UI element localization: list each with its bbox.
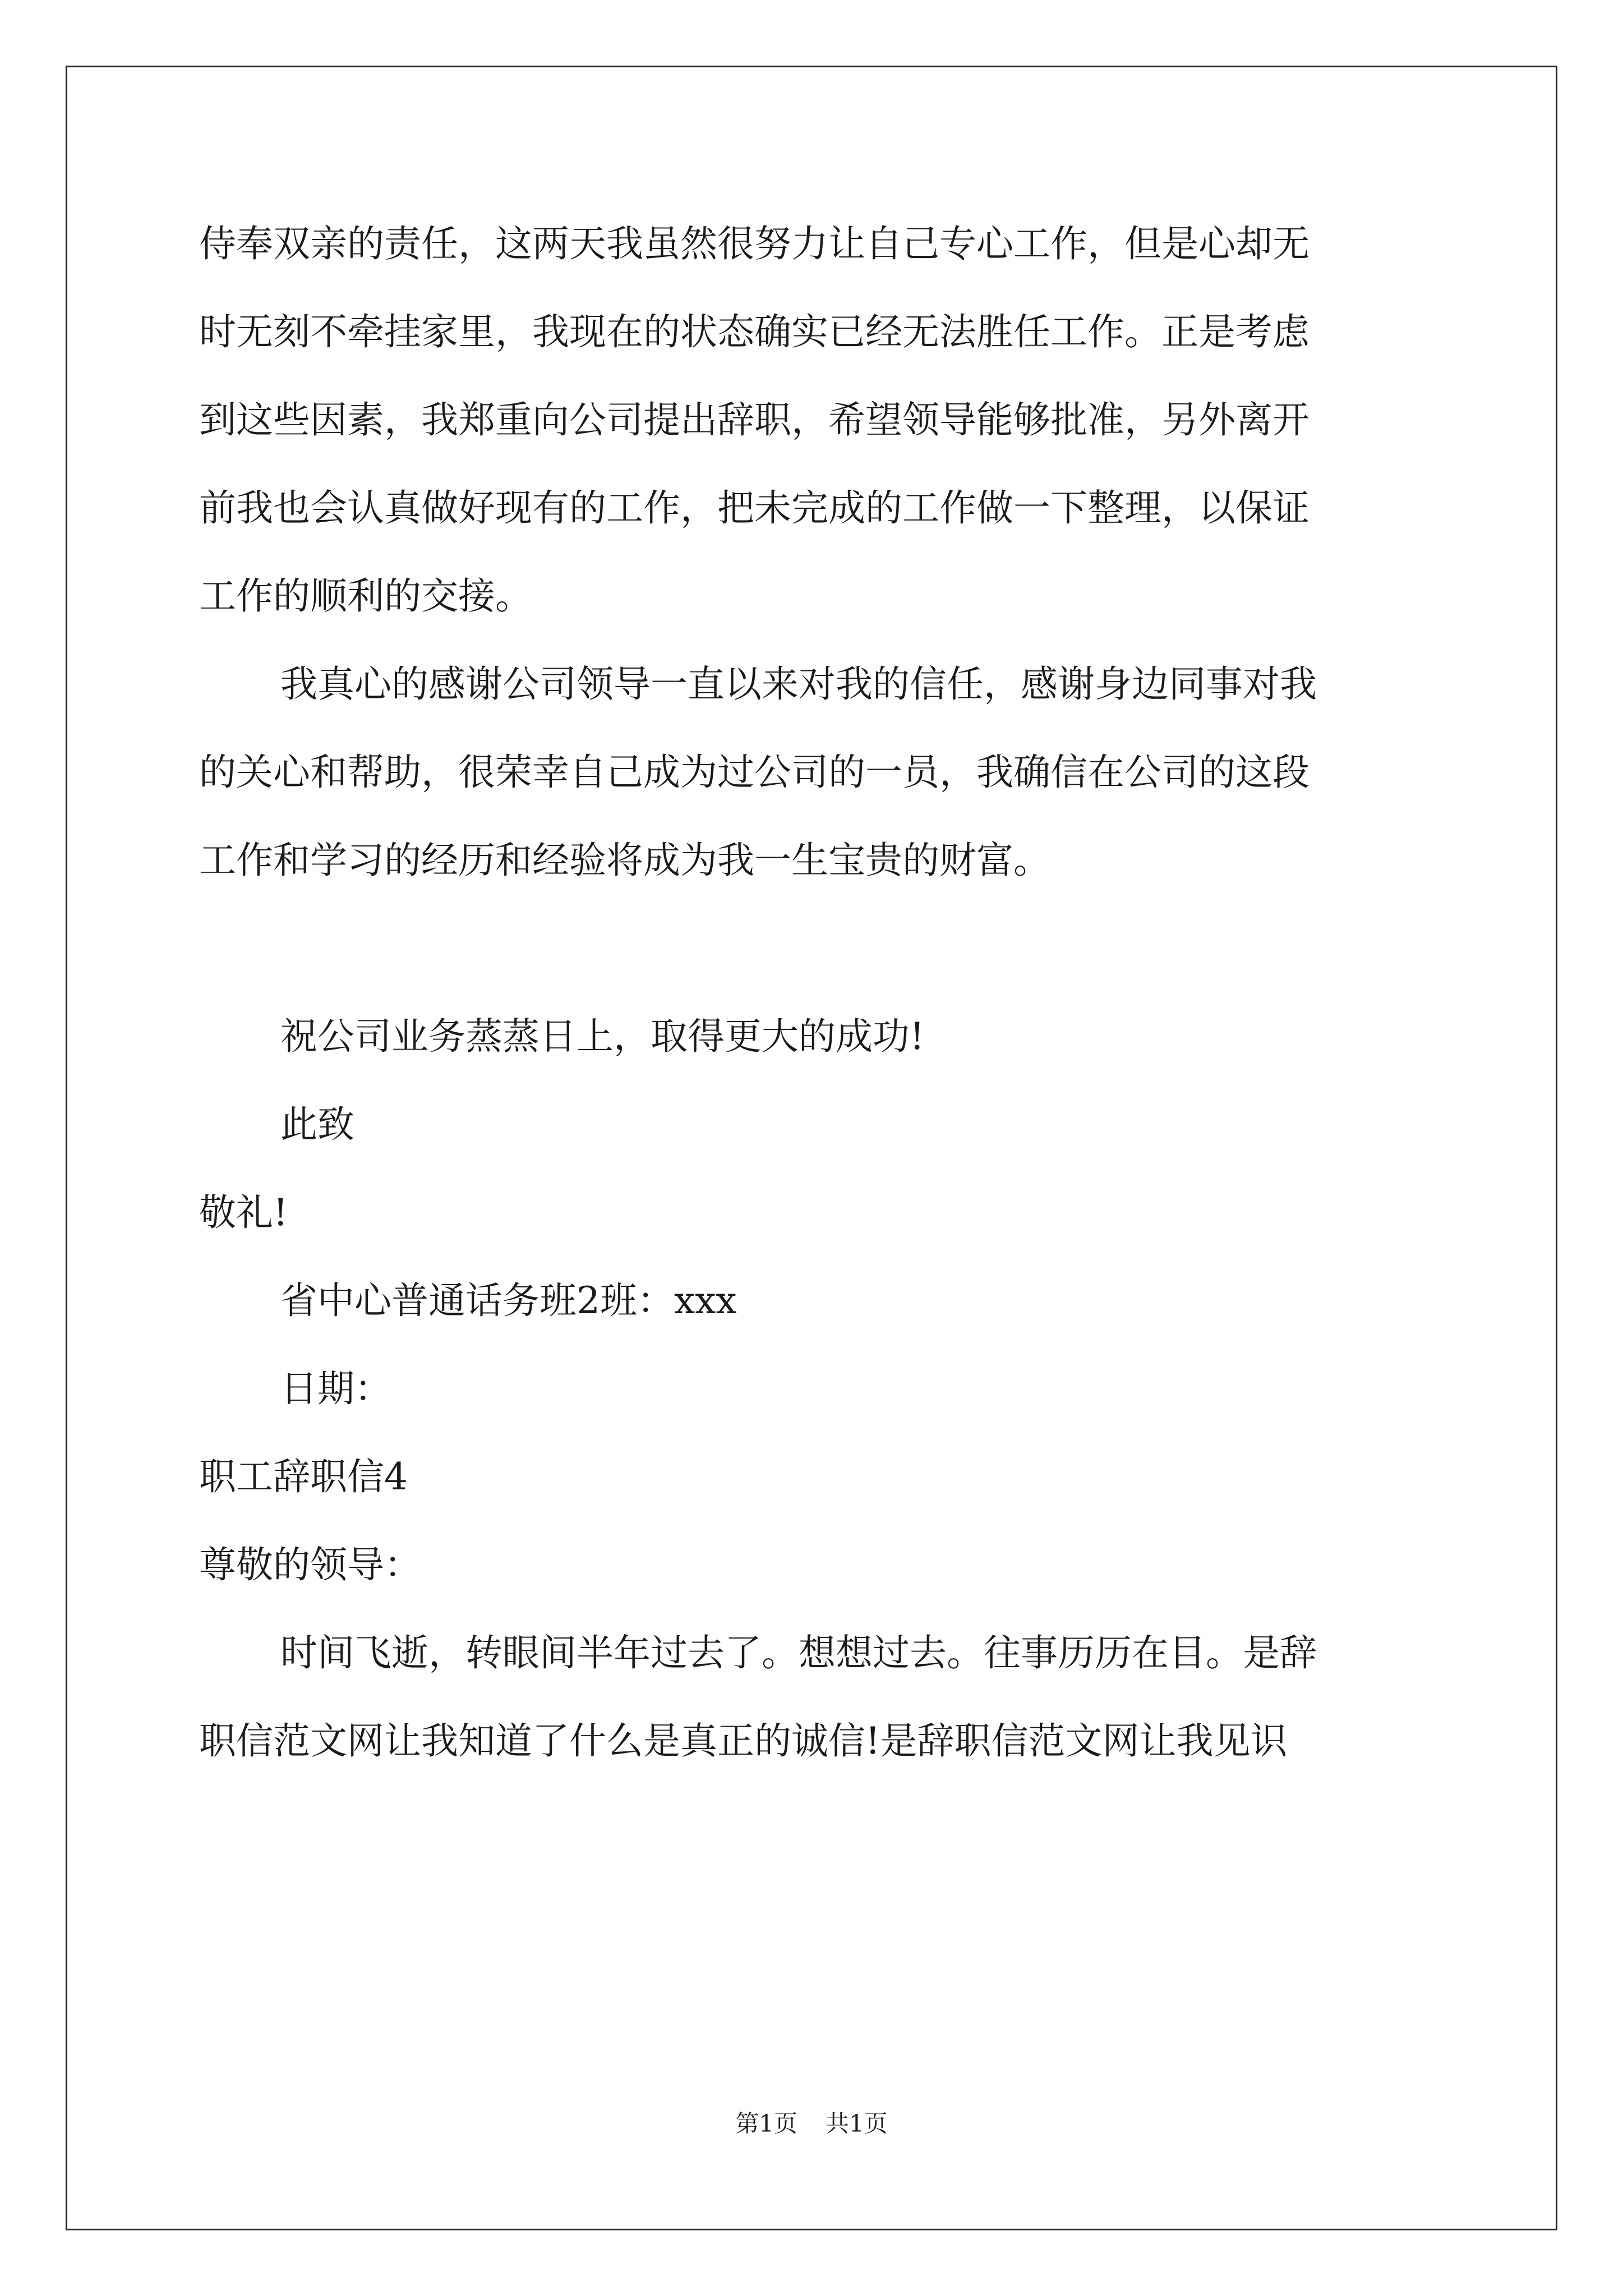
- page-border: [66, 66, 1557, 2230]
- page-number-current: 第1页: [735, 2110, 797, 2137]
- text-line: 前我也会认真做好现有的工作，把未完成的工作做一下整理，以保证: [199, 486, 1310, 530]
- greeting: 尊敬的领导：: [199, 1543, 421, 1586]
- closing-salutation: 此致: [280, 1103, 354, 1146]
- text-line: 我真心的感谢公司领导一直以来对我的信任，感谢身边同事对我: [280, 662, 1317, 706]
- text-line: 到这些因素，我郑重向公司提出辞职，希望领导能够批准，另外离开: [199, 398, 1310, 441]
- text-line: 职信范文网让我知道了什么是真正的诚信!是辞职信范文网让我见识: [199, 1719, 1288, 1763]
- date-label: 日期：: [280, 1367, 391, 1410]
- signature: 省中心普通话务班2班：xxx: [280, 1279, 737, 1322]
- page-number-total: 共1页: [826, 2110, 888, 2137]
- closing-regards: 敬礼!: [199, 1191, 288, 1234]
- text-line: 时无刻不牵挂家里，我现在的状态确实已经无法胜任工作。正是考虑: [199, 310, 1310, 353]
- text-line: 祝公司业务蒸蒸日上，取得更大的成功!: [280, 1015, 925, 1058]
- section-title: 职工辞职信4: [199, 1455, 408, 1498]
- text-line: 工作和学习的经历和经验将成为我一生宝贵的财富。: [199, 839, 1050, 882]
- page-footer: [0, 2109, 1623, 2138]
- text-line: 的关心和帮助，很荣幸自己成为过公司的一员，我确信在公司的这段: [199, 751, 1310, 794]
- text-line: 工作的顺利的交接。: [199, 574, 532, 618]
- text-line: 侍奉双亲的责任，这两天我虽然很努力让自己专心工作，但是心却无: [199, 222, 1310, 265]
- text-line: 时间飞逝，转眼间半年过去了。想想过去。往事历历在目。是辞: [280, 1631, 1317, 1674]
